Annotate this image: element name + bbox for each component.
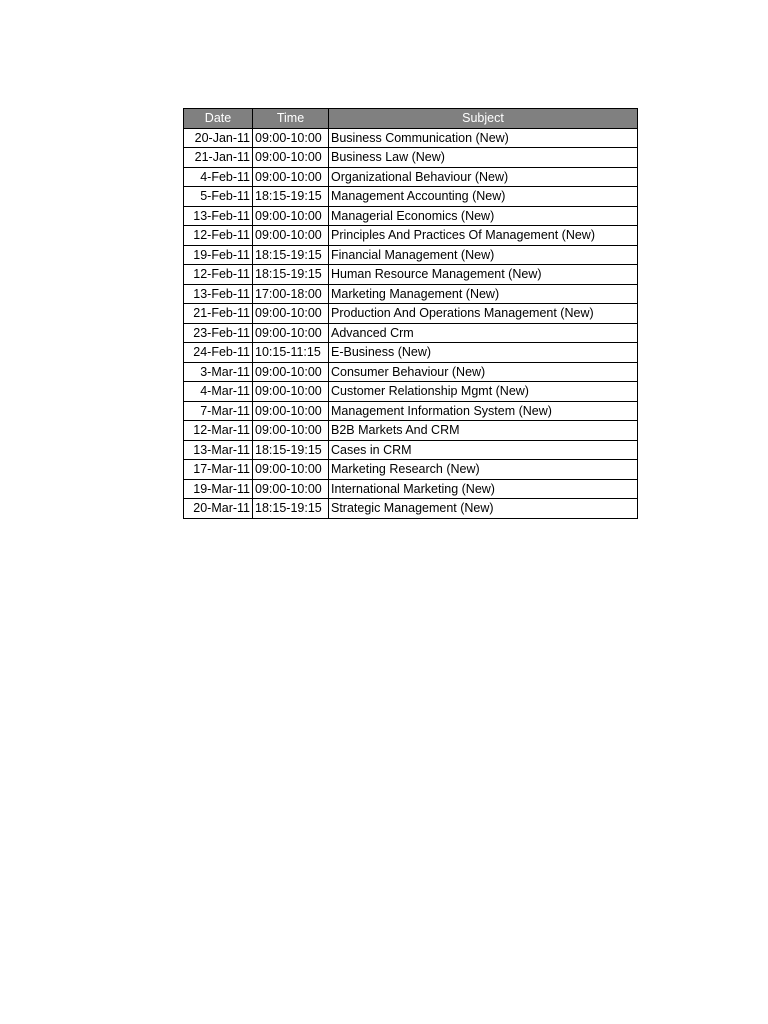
date-cell: 13-Feb-11 xyxy=(184,206,253,226)
time-cell: 09:00-10:00 xyxy=(253,382,329,402)
table-row xyxy=(184,148,638,168)
date-cell: 24-Feb-11 xyxy=(184,343,253,363)
table-row xyxy=(184,226,638,246)
date-cell: 21-Feb-11 xyxy=(184,304,253,324)
time-cell: 09:00-10:00 xyxy=(253,167,329,187)
subject-cell: Management Accounting (New) xyxy=(329,187,638,207)
subject-cell: Marketing Management (New) xyxy=(329,284,638,304)
time-cell: 09:00-10:00 xyxy=(253,401,329,421)
subject-cell: Customer Relationship Mgmt (New) xyxy=(329,382,638,402)
date-cell: 12-Feb-11 xyxy=(184,265,253,285)
time-cell: 09:00-10:00 xyxy=(253,323,329,343)
table-row xyxy=(184,206,638,226)
subject-cell: E-Business (New) xyxy=(329,343,638,363)
date-cell: 19-Mar-11 xyxy=(184,479,253,499)
subject-cell: Managerial Economics (New) xyxy=(329,206,638,226)
table-header xyxy=(184,109,638,129)
time-cell: 09:00-10:00 xyxy=(253,206,329,226)
time-cell: 18:15-19:15 xyxy=(253,265,329,285)
table-row xyxy=(184,284,638,304)
table-row xyxy=(184,128,638,148)
time-cell: 09:00-10:00 xyxy=(253,479,329,499)
date-cell: 3-Mar-11 xyxy=(184,362,253,382)
subject-cell: Marketing Research (New) xyxy=(329,460,638,480)
time-cell: 18:15-19:15 xyxy=(253,245,329,265)
subject-cell: Advanced Crm xyxy=(329,323,638,343)
date-cell: 17-Mar-11 xyxy=(184,460,253,480)
subject-cell: Financial Management (New) xyxy=(329,245,638,265)
table-row xyxy=(184,440,638,460)
subject-cell: Human Resource Management (New) xyxy=(329,265,638,285)
table-row xyxy=(184,362,638,382)
subject-cell: Production And Operations Management (New) xyxy=(329,304,638,324)
time-cell: 09:00-10:00 xyxy=(253,148,329,168)
table-row xyxy=(184,421,638,441)
table-row xyxy=(184,460,638,480)
date-cell: 13-Feb-11 xyxy=(184,284,253,304)
table-row xyxy=(184,382,638,402)
date-cell: 19-Feb-11 xyxy=(184,245,253,265)
subject-cell: Business Communication (New) xyxy=(329,128,638,148)
date-cell: 7-Mar-11 xyxy=(184,401,253,421)
column-header-date: Date xyxy=(184,109,253,129)
time-cell: 10:15-11:15 xyxy=(253,343,329,363)
table-row xyxy=(184,323,638,343)
time-cell: 18:15-19:15 xyxy=(253,440,329,460)
time-cell: 18:15-19:15 xyxy=(253,187,329,207)
subject-cell: Principles And Practices Of Management (New) xyxy=(329,226,638,246)
subject-cell: Management Information System (New) xyxy=(329,401,638,421)
subject-cell: Cases in CRM xyxy=(329,440,638,460)
table-row xyxy=(184,401,638,421)
date-cell: 12-Mar-11 xyxy=(184,421,253,441)
column-header-time: Time xyxy=(253,109,329,129)
column-header-subject: Subject xyxy=(329,109,638,129)
time-cell: 18:15-19:15 xyxy=(253,499,329,519)
date-cell: 5-Feb-11 xyxy=(184,187,253,207)
date-cell: 13-Mar-11 xyxy=(184,440,253,460)
subject-cell: Business Law (New) xyxy=(329,148,638,168)
subject-cell: B2B Markets And CRM xyxy=(329,421,638,441)
subject-cell: International Marketing (New) xyxy=(329,479,638,499)
subject-cell: Organizational Behaviour (New) xyxy=(329,167,638,187)
date-cell: 4-Mar-11 xyxy=(184,382,253,402)
time-cell: 09:00-10:00 xyxy=(253,226,329,246)
table-row xyxy=(184,187,638,207)
table-body xyxy=(184,128,638,518)
table-row xyxy=(184,479,638,499)
time-cell: 09:00-10:00 xyxy=(253,421,329,441)
exam-schedule-table xyxy=(183,108,638,519)
table-row xyxy=(184,304,638,324)
table-row xyxy=(184,167,638,187)
time-cell: 09:00-10:00 xyxy=(253,304,329,324)
table-row xyxy=(184,343,638,363)
date-cell: 20-Jan-11 xyxy=(184,128,253,148)
time-cell: 09:00-10:00 xyxy=(253,460,329,480)
subject-cell: Strategic Management (New) xyxy=(329,499,638,519)
date-cell: 12-Feb-11 xyxy=(184,226,253,246)
header-row xyxy=(184,109,638,129)
date-cell: 20-Mar-11 xyxy=(184,499,253,519)
time-cell: 17:00-18:00 xyxy=(253,284,329,304)
table-row xyxy=(184,265,638,285)
table-row xyxy=(184,245,638,265)
table-row xyxy=(184,499,638,519)
time-cell: 09:00-10:00 xyxy=(253,128,329,148)
subject-cell: Consumer Behaviour (New) xyxy=(329,362,638,382)
date-cell: 23-Feb-11 xyxy=(184,323,253,343)
date-cell: 21-Jan-11 xyxy=(184,148,253,168)
time-cell: 09:00-10:00 xyxy=(253,362,329,382)
date-cell: 4-Feb-11 xyxy=(184,167,253,187)
